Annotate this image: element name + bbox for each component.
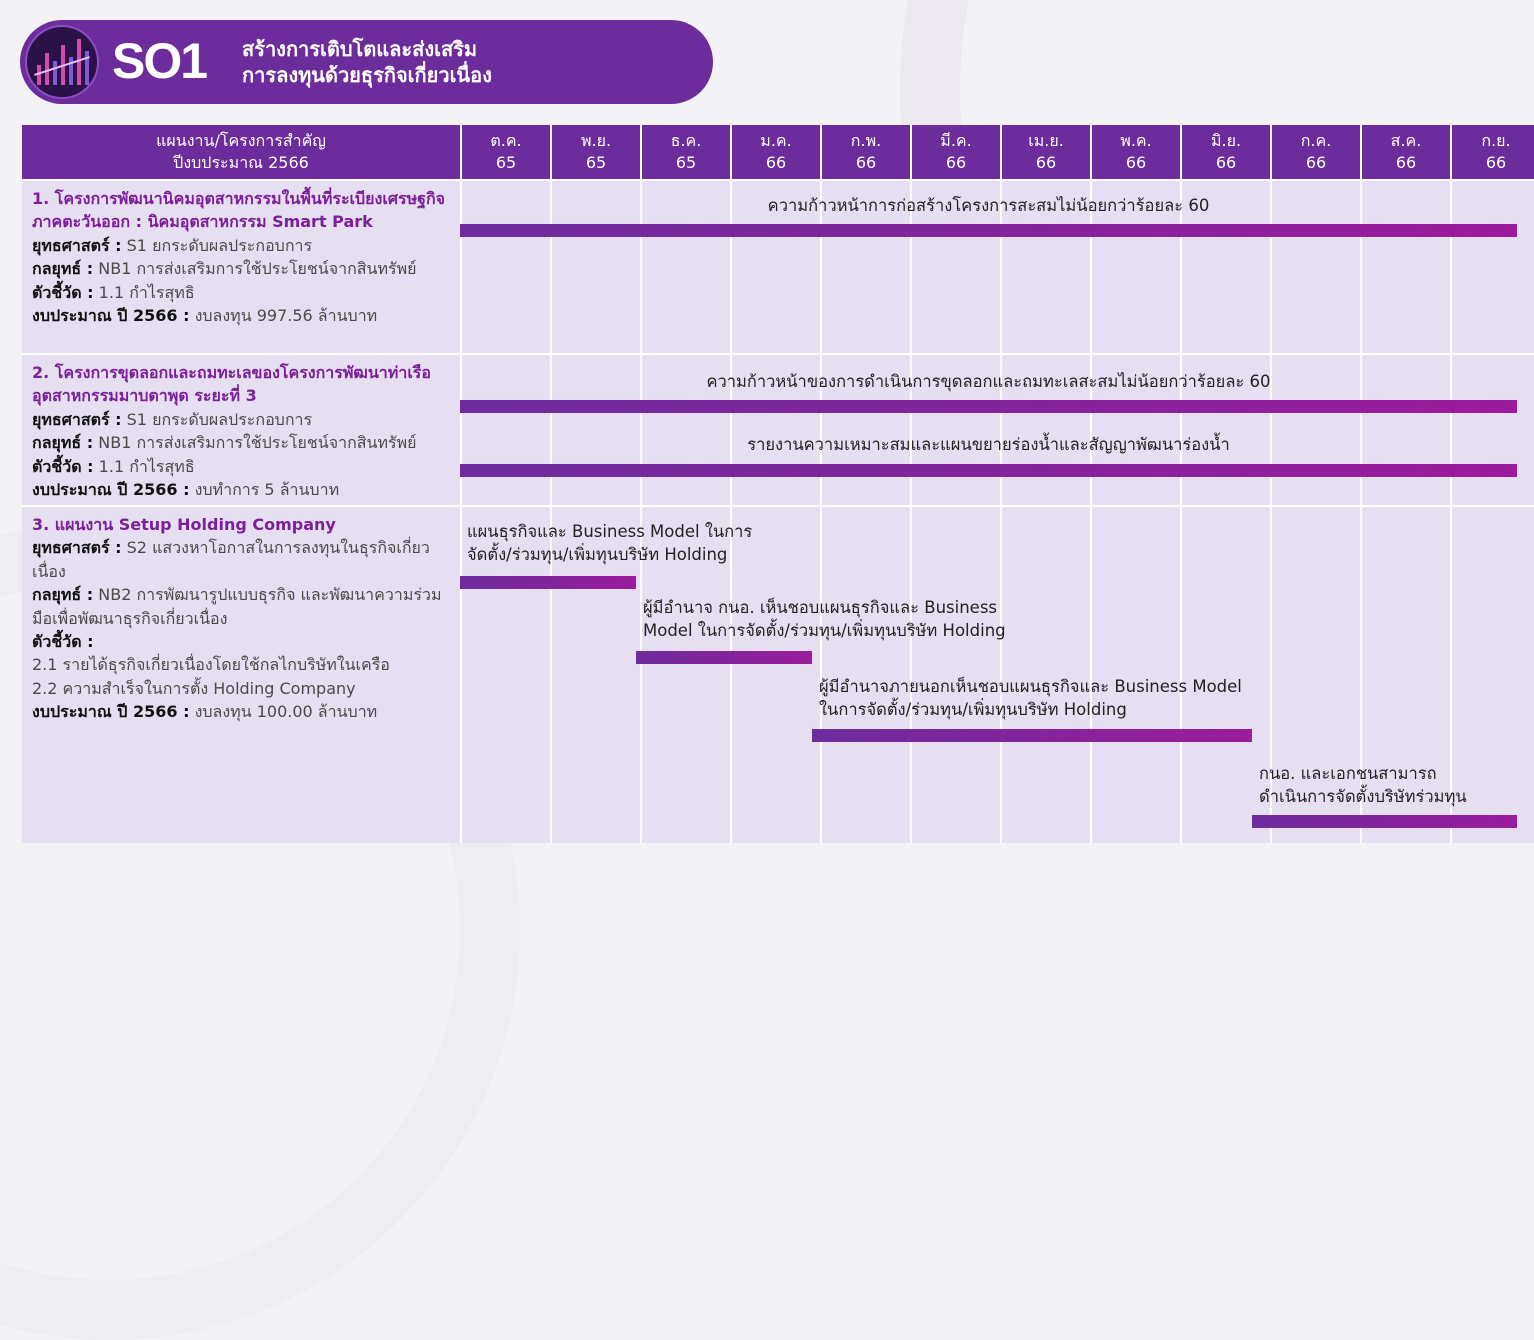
budget-label: งบประมาณ ปี 2566 :	[32, 480, 190, 500]
month-header	[642, 125, 730, 179]
month-cell	[732, 181, 820, 353]
month-cell	[1002, 181, 1090, 353]
month-header	[1182, 125, 1270, 179]
month-label: พ.ค.	[1120, 131, 1152, 150]
budget-value: งบลงทุน 997.56 ล้านบาท	[194, 306, 378, 326]
month-label: มิ.ย.	[1210, 131, 1242, 150]
objective-title	[242, 36, 492, 88]
month-cell	[552, 181, 640, 353]
tactic-line	[32, 431, 452, 454]
budget-value: งบทำการ 5 ล้านบาท	[194, 480, 340, 500]
month-cell	[822, 181, 910, 353]
month-label: ต.ค.	[490, 131, 522, 150]
month-cell	[1002, 355, 1090, 505]
header-line: แผนงาน/โครงการสำคัญ	[156, 131, 326, 150]
month-cell	[1272, 507, 1360, 843]
milestone-line: ดำเนินการจัดตั้งบริษัทร่วมทุน	[1259, 787, 1467, 806]
stock-chart-icon	[25, 25, 99, 99]
project-title: 3. แผนงาน Setup Holding Company	[32, 515, 336, 534]
month-header	[732, 125, 820, 179]
tactic-line	[32, 257, 452, 280]
title-banner	[20, 20, 713, 104]
project-cell	[22, 507, 460, 843]
month-cell	[1182, 507, 1270, 843]
year-label: 65	[675, 153, 697, 172]
kpi-value: 2.1 รายได้ธุรกิจเกี่ยวเนื่องโดยใช้กลไกบริษัทในเครือ	[32, 655, 390, 675]
tactic-value: NB1 การส่งเสริมการใช้ประโยชน์จากสินทรัพย์	[98, 433, 417, 453]
budget-label: งบประมาณ ปี 2566 :	[32, 702, 190, 722]
objective-code: SO1	[112, 33, 207, 89]
kpi-value: 2.2 ความสำเร็จในการตั้ง Holding Company	[32, 678, 356, 698]
year-label: 66	[1395, 153, 1417, 172]
milestone-label: รายงานความเหมาะสมและแผนขยายร่องน้ำและสัญญาพัฒนาร่องน้ำ	[747, 435, 1230, 454]
month-cell	[462, 355, 550, 505]
budget-line	[32, 304, 452, 327]
month-header	[462, 125, 550, 179]
month-cell	[912, 355, 1000, 505]
milestone-line: ผู้มีอำนาจ กนอ. เห็นชอบแผนธุรกิจและ Business	[643, 598, 998, 617]
month-cell	[642, 181, 730, 353]
month-header	[552, 125, 640, 179]
strategy-line	[32, 408, 452, 431]
tactic-label: กลยุทธ์ :	[32, 585, 94, 605]
month-cell	[732, 507, 820, 843]
month-cell	[912, 507, 1000, 843]
month-label: ก.ค.	[1300, 131, 1332, 150]
month-cell	[1452, 355, 1534, 505]
strategy-value: S1 ยกระดับผลประกอบการ	[126, 235, 313, 255]
year-label: 66	[1215, 153, 1237, 172]
kpi-label: ตัวชี้วัด :	[32, 282, 94, 302]
milestone-line: จัดตั้ง/ร่วมทุน/เพิ่มทุนบริษัท Holding	[467, 545, 728, 564]
month-label: ม.ค.	[760, 131, 792, 150]
kpi-value: 1.1 กำไรสุทธิ	[98, 282, 195, 302]
month-cell	[1362, 507, 1450, 843]
milestone-label: ความก้าวหน้าของการดำเนินการขุดลอกและถมทะเลสะสมไม่น้อยกว่าร้อยละ 60	[706, 372, 1271, 391]
month-cell	[822, 355, 910, 505]
year-label: 66	[945, 153, 967, 172]
month-cell	[1452, 181, 1534, 353]
year-label: 65	[585, 153, 607, 172]
milestone-label: ความก้าวหน้าการก่อสร้างโครงการสะสมไม่น้อยกว่าร้อยละ 60	[767, 196, 1210, 215]
objective-title-line: การลงทุนด้วยธุรกิจเกี่ยวเนื่อง	[242, 63, 492, 87]
milestone-line: ในการจัดตั้ง/ร่วมทุน/เพิ่มทุนบริษัท Holding	[819, 700, 1127, 719]
month-cell	[1362, 181, 1450, 353]
year-label: 66	[1485, 153, 1507, 172]
month-cell	[552, 507, 640, 843]
kpi-label: ตัวชี้วัด :	[32, 456, 94, 476]
month-cell	[1272, 181, 1360, 353]
month-cell	[1092, 181, 1180, 353]
month-cell	[1452, 507, 1534, 843]
month-cell	[552, 355, 640, 505]
strategy-label: ยุทธศาสตร์ :	[32, 409, 122, 429]
month-header	[822, 125, 910, 179]
header-line: ปีงบประมาณ 2566	[173, 153, 309, 172]
month-cell	[912, 181, 1000, 353]
milestone-line: ผู้มีอำนาจภายนอกเห็นชอบแผนธุรกิจและ Business Model	[819, 677, 1242, 696]
strategy-value: S2 แสวงหาโอกาสในการลงทุนในธุรกิจเกี่ยวเนื่อง	[32, 538, 430, 581]
year-label: 66	[1125, 153, 1147, 172]
tactic-value: NB2 การพัฒนารูปแบบธุรกิจ และพัฒนาความร่วมมือเพื่อพัฒนาธุรกิจเกี่ยวเนื่อง	[32, 585, 442, 628]
project-cell	[22, 355, 460, 505]
project-cell	[22, 181, 460, 353]
milestone-line: กนอ. และเอกชนสามารถ	[1259, 764, 1437, 783]
tactic-line	[32, 583, 452, 630]
month-cell	[642, 355, 730, 505]
kpi-line	[32, 455, 452, 478]
month-header	[1362, 125, 1450, 179]
kpi-line	[32, 630, 452, 653]
milestone-line: แผนธุรกิจและ Business Model ในการ	[467, 522, 753, 541]
month-label: เม.ย.	[1028, 131, 1064, 150]
month-label: พ.ย.	[580, 131, 612, 150]
month-header	[912, 125, 1000, 179]
objective-title-line: สร้างการเติบโตและส่งเสริม	[242, 37, 478, 61]
month-cell	[462, 507, 550, 843]
month-header	[1452, 125, 1534, 179]
budget-label: งบประมาณ ปี 2566 :	[32, 306, 190, 326]
budget-line	[32, 700, 452, 723]
year-label: 66	[855, 153, 877, 172]
gantt-table	[22, 125, 1534, 843]
month-cell	[1092, 507, 1180, 843]
strategy-label: ยุทธศาสตร์ :	[32, 538, 122, 558]
month-header	[1092, 125, 1180, 179]
month-cell	[1092, 355, 1180, 505]
project-title: 1. โครงการพัฒนานิคมอุตสาหกรรมในพื้นที่ระเบียงเศรษฐกิจภาคตะวันออก : นิคมอุตสาหกรรม Smart Park	[32, 189, 446, 232]
kpi-value: 1.1 กำไรสุทธิ	[98, 456, 195, 476]
kpi-line	[32, 281, 452, 304]
month-cell	[1002, 507, 1090, 843]
budget-value: งบลงทุน 100.00 ล้านบาท	[194, 702, 378, 722]
budget-line	[32, 478, 452, 501]
month-cell	[1182, 181, 1270, 353]
plan-column-header	[22, 125, 460, 179]
month-label: มี.ค.	[940, 131, 972, 150]
strategy-line	[32, 234, 452, 257]
milestone-line: Model ในการจัดตั้ง/ร่วมทุน/เพิ่มทุนบริษัท Holding	[643, 621, 1006, 640]
month-cell	[1272, 355, 1360, 505]
month-cell	[822, 507, 910, 843]
tactic-value: NB1 การส่งเสริมการใช้ประโยชน์จากสินทรัพย์	[98, 259, 417, 279]
month-cell	[1362, 355, 1450, 505]
month-label: ก.ย.	[1481, 131, 1511, 150]
tactic-label: กลยุทธ์ :	[32, 433, 94, 453]
month-header	[1272, 125, 1360, 179]
month-cell	[642, 507, 730, 843]
strategy-value: S1 ยกระดับผลประกอบการ	[126, 409, 313, 429]
year-label: 66	[1035, 153, 1057, 172]
kpi-label: ตัวชี้วัด :	[32, 632, 94, 652]
month-header	[1002, 125, 1090, 179]
month-label: ธ.ค.	[670, 131, 702, 150]
month-cell	[462, 181, 550, 353]
year-label: 65	[495, 153, 517, 172]
year-label: 66	[765, 153, 787, 172]
month-cell	[1182, 355, 1270, 505]
strategy-label: ยุทธศาสตร์ :	[32, 235, 122, 255]
project-title: 2. โครงการขุดลอกและถมทะเลของโครงการพัฒนาท่าเรืออุตสาหกรรมมาบตาพุด ระยะที่ 3	[32, 363, 431, 406]
month-cell	[732, 355, 820, 505]
month-label: ก.พ.	[850, 131, 882, 150]
tactic-label: กลยุทธ์ :	[32, 259, 94, 279]
strategy-line	[32, 536, 452, 583]
year-label: 66	[1305, 153, 1327, 172]
month-label: ส.ค.	[1390, 131, 1422, 150]
